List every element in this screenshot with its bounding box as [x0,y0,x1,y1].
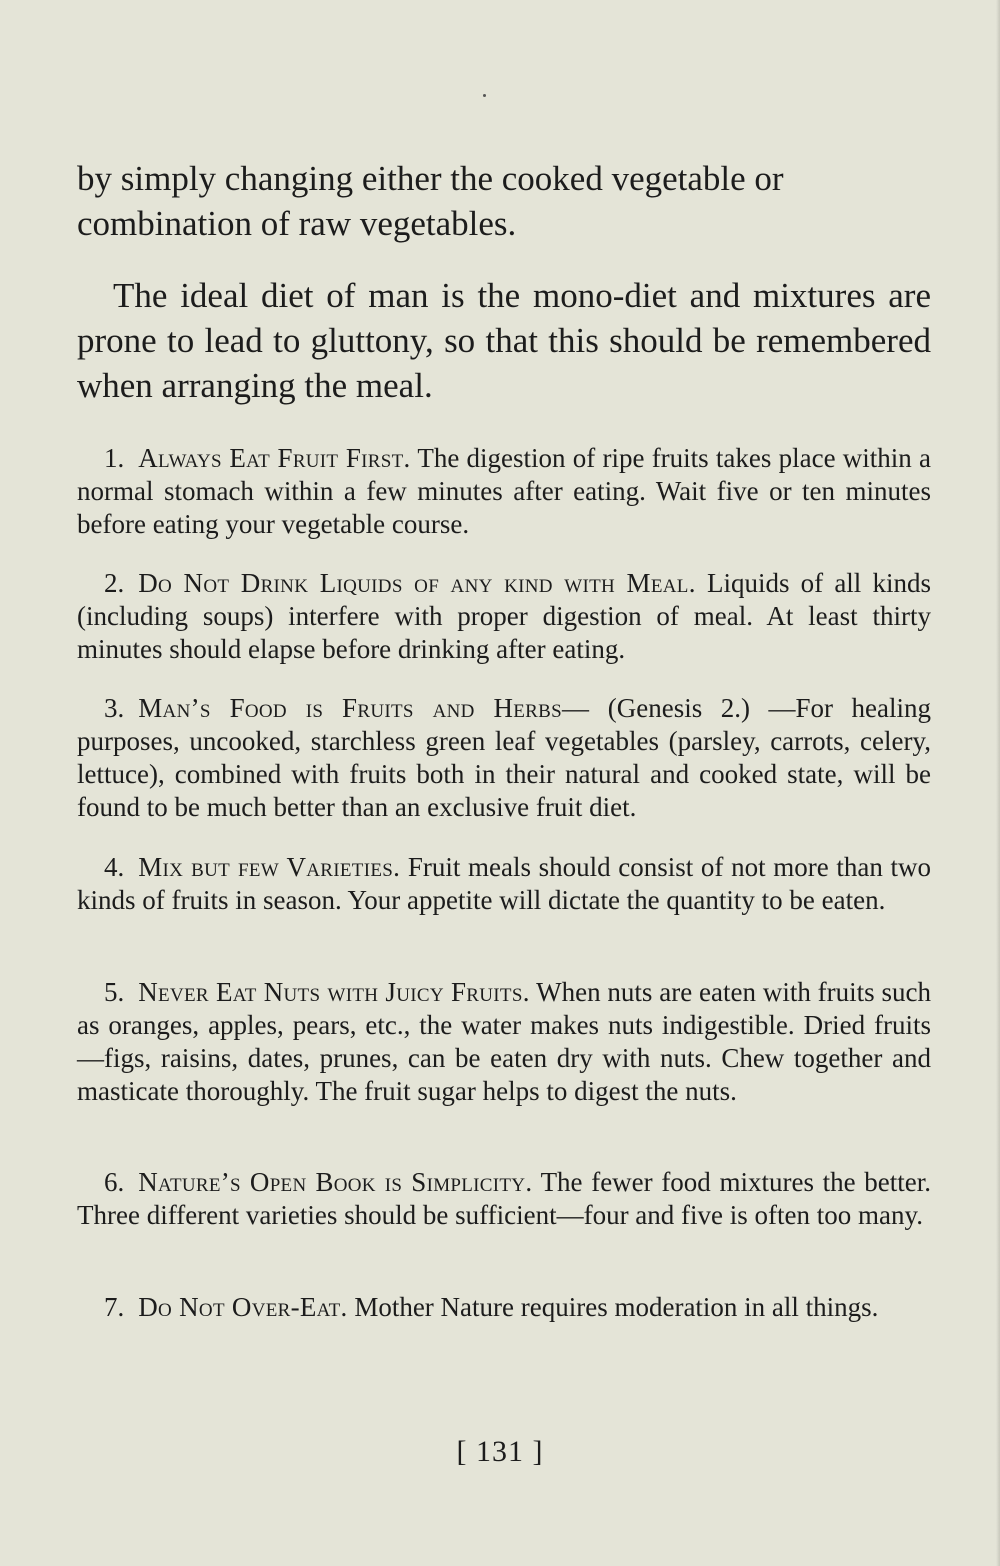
rule-body: The digestion of ripe fruits takes place within a normal stomach within a few minutes after eating. Wait five or ten minutes before eating your vegetable course. [77,443,932,539]
rule-number: 1. [104,443,125,473]
rule-heading: Mix but few Varieties. [138,852,401,882]
rule-2 [77,567,931,666]
rule-number: 2. [104,568,125,598]
rule-number: 6. [104,1167,125,1197]
rule-heading: Man’s Food is Fruits and Herbs— [138,693,590,723]
rule-body: (Genesis 2.) —For healing purposes, uncooked, starchless green leaf vegetables (parsley, carrots, celery, lettuce), combined with fruits both in their natural and cooked state, will be found to be much better than an exclusive fruit diet. [77,693,931,822]
rule-heading: Do Not Over-Eat. [138,1292,348,1322]
rule-number: 5. [104,977,125,1007]
rule-3 [77,692,931,824]
rule-number: 3. [104,693,125,723]
page-edge-shadow [996,0,1000,1566]
rule-number: 7. [104,1292,125,1322]
rule-5 [77,976,931,1108]
page-number: [ 131 ] [456,1435,544,1468]
continuation-paragraph: by simply changing either the cooked vegetable or combination of raw vegetables. [77,159,784,243]
rule-body: Fruit meals should consist of not more than two kinds of fruits in season. Your appetite will dictate the quantity to be eaten. [77,852,931,915]
rule-heading: Do Not Drink Liquids of any kind with Meal. [138,568,696,598]
mono-diet-paragraph: The ideal diet of man is the mono-diet and mixtures are prone to lead to gluttony, so that this should be remembered when arranging the meal. [77,276,931,405]
rule-heading: Never Eat Nuts with Juicy Fruits. [138,977,530,1007]
rule-6 [77,1166,931,1232]
rule-body: The fewer food mixtures the better. Three different varieties should be sufficient—four and five is often too many. [77,1167,932,1230]
rule-number: 4. [104,852,125,882]
rule-heading: Nature’s Open Book is Simplicity. [138,1167,533,1197]
rule-body: Liquids of all kinds (including soups) interfere with proper digestion of meal. At least thirty minutes should elapse before drinking after eating. [77,568,932,664]
rule-4 [77,851,931,917]
rule-heading: Always Eat Fruit First. [138,443,411,473]
ink-speck [483,94,486,97]
rule-body: Mother Nature requires moderation in all things. [354,1292,879,1322]
rule-body: When nuts are eaten with fruits such as oranges, apples, pears, etc., the water makes nuts indigestible. Dried fruits—figs, raisins, dates, prunes, can be eaten dry with nuts. Chew together and masticate thoroughly. The fruit sugar helps to digest the nuts. [77,977,932,1106]
rule-1 [77,442,931,541]
rule-7 [77,1291,931,1324]
